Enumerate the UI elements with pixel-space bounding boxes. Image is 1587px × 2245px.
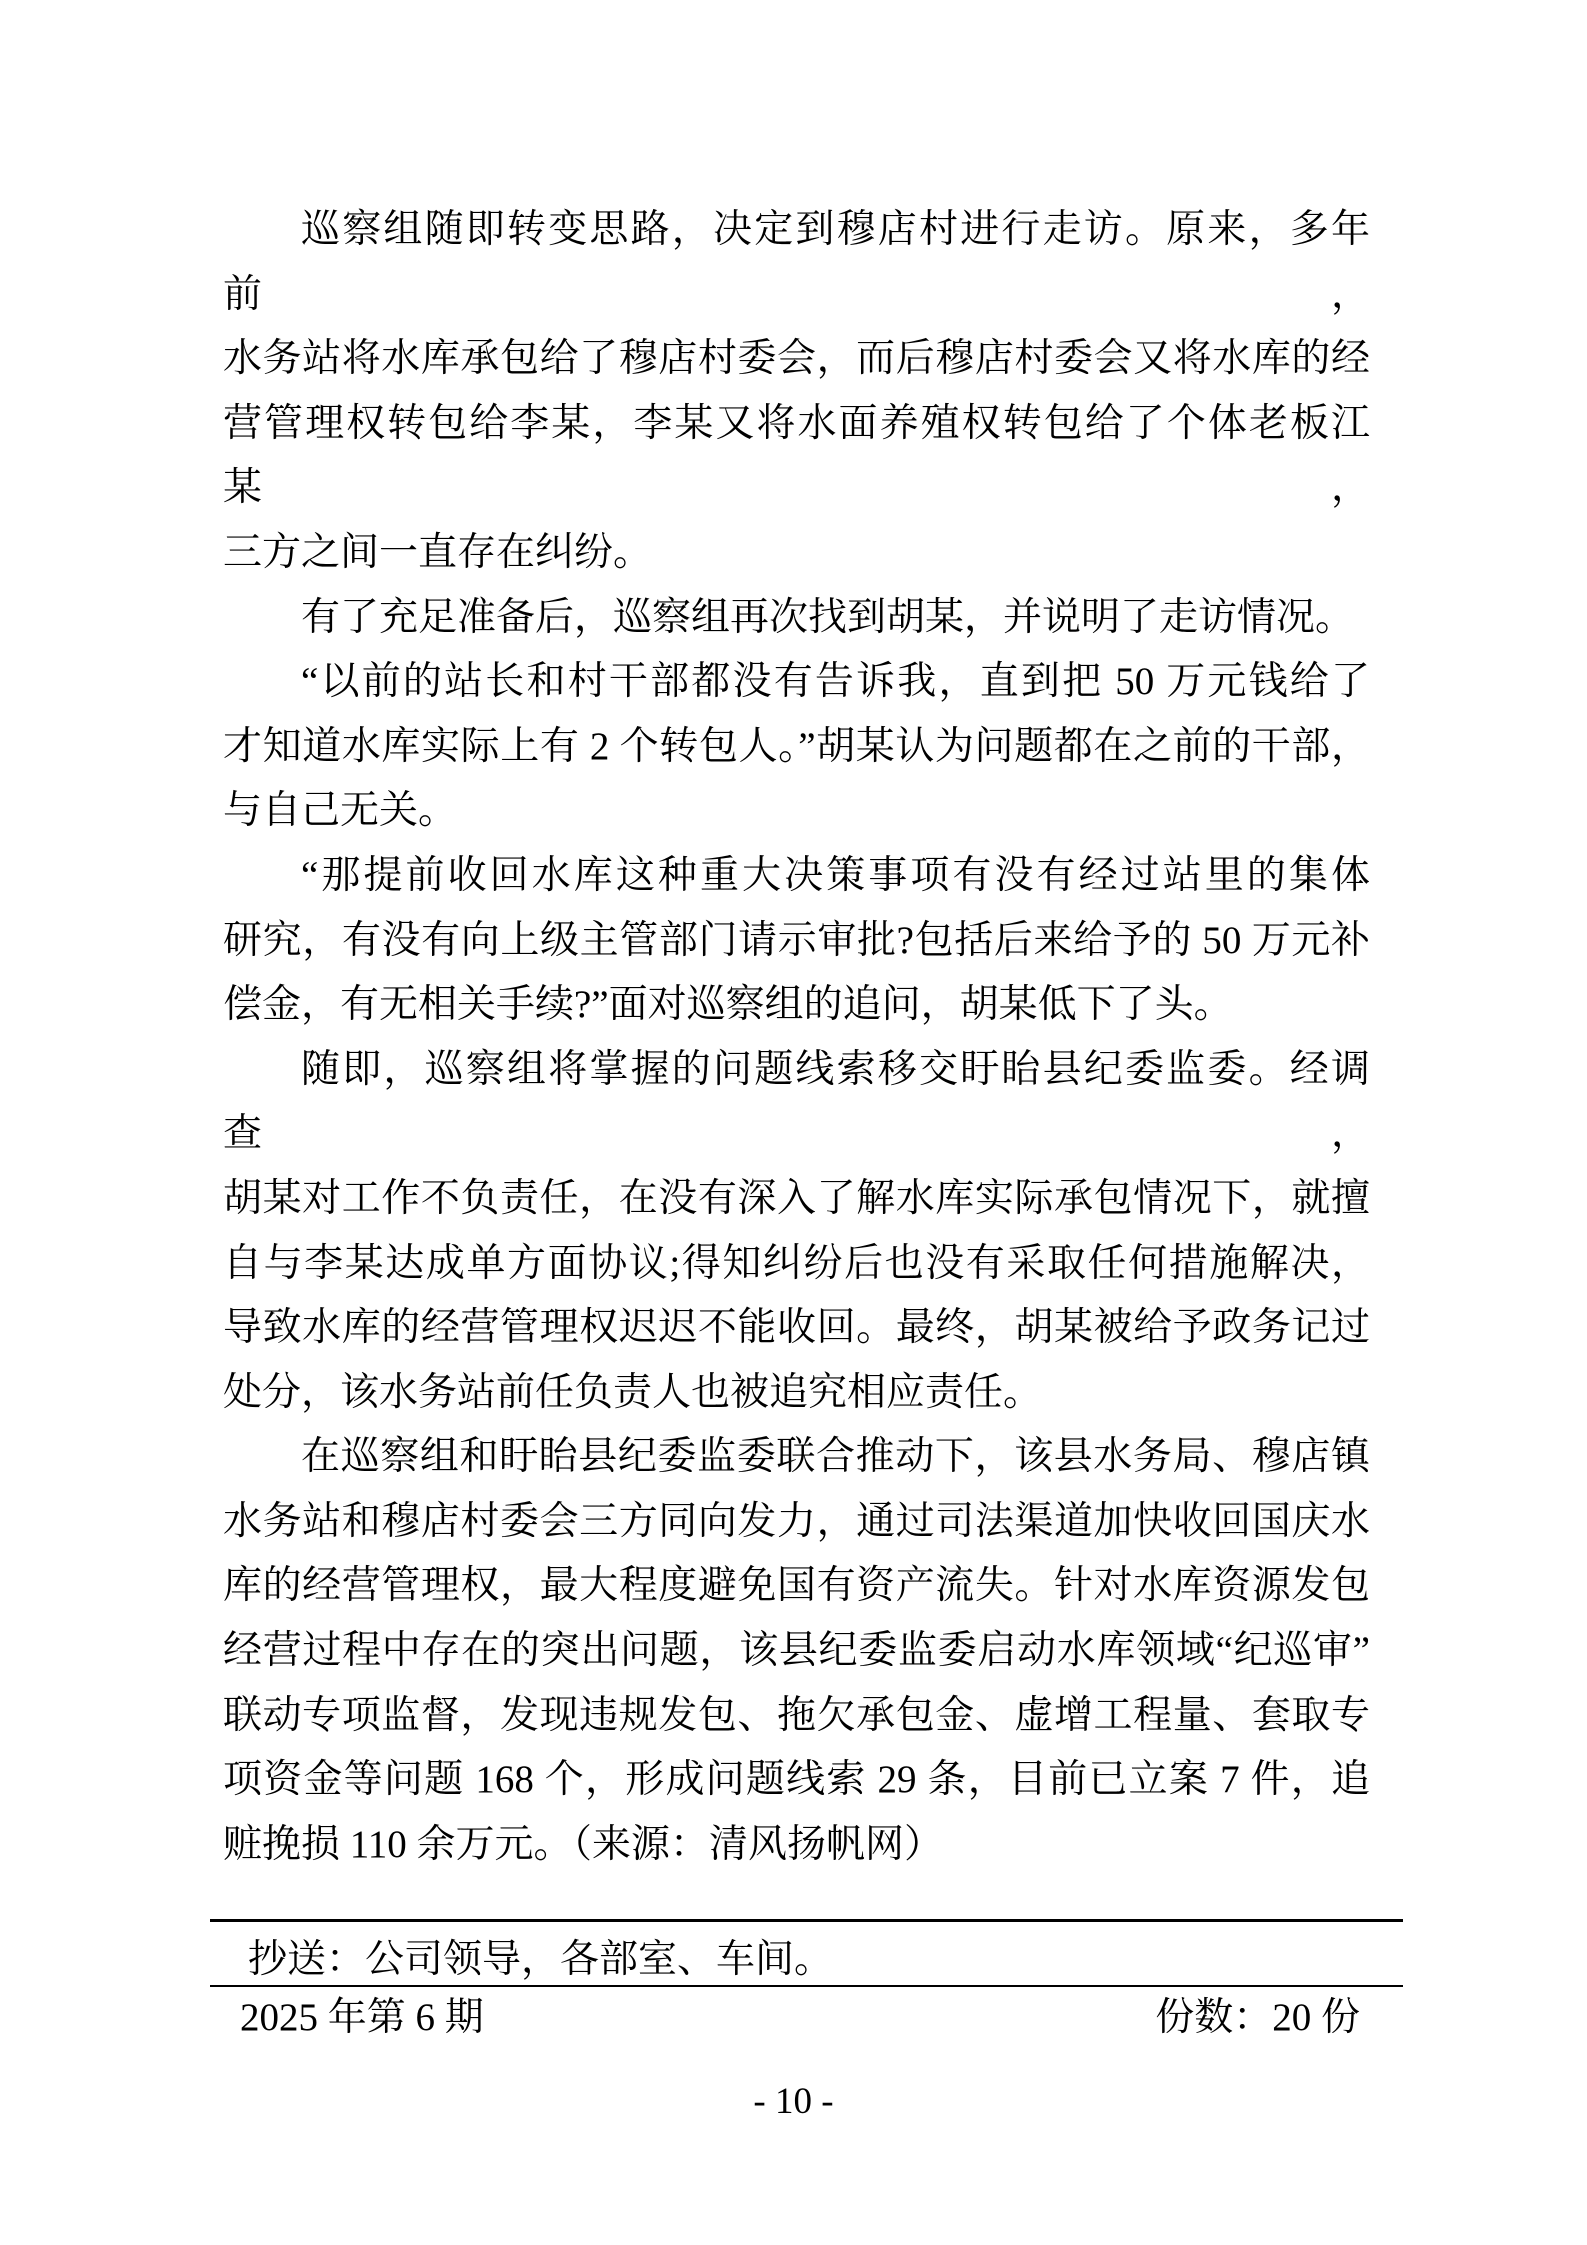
text-line: 水务站和穆店村委会三方同向发力，通过司法渠道加快收回国庆水 xyxy=(223,1499,1370,1543)
text-line: 有了充足准备后，巡察组再次找到胡某，并说明了走访情况。 xyxy=(301,595,1355,639)
text-line: 营管理权转包给李某，李某又将水面养殖权转包给了个体老板江某， xyxy=(223,401,1370,510)
paragraph xyxy=(223,1425,1370,1877)
text-line: 研究，有没有向上级主管部门请示审批?包括后来给予的 50 万元补 xyxy=(223,918,1370,962)
text-line: 才知道水库实际上有 2 个转包人。”胡某认为问题都在之前的干部， xyxy=(223,724,1370,768)
issue-label: 2025 年第 6 期 xyxy=(240,1996,484,2039)
text-line: 三方之间一直存在纠纷。 xyxy=(223,530,653,574)
body-text-block xyxy=(223,198,1370,1877)
text-line: 项资金等问题 168 个，形成问题线索 29 条，目前已立案 7 件，追 xyxy=(223,1758,1370,1802)
page-number: - 10 - xyxy=(753,2081,834,2122)
text-line: 自与李某达成单方面协议;得知纠纷后也没有采取任何措施解决， xyxy=(223,1241,1370,1285)
footer-divider-bottom xyxy=(210,1985,1403,1987)
text-line: 赃挽损 110 余万元。（来源：清风扬帆网） xyxy=(223,1822,944,1866)
text-line: 导致水库的经营管理权迟迟不能收回。最终，胡某被给予政务记过 xyxy=(223,1306,1370,1350)
text-line: 与自己无关。 xyxy=(223,789,458,833)
text-line: 水务站将水库承包给了穆店村委会，而后穆店村委会又将水库的经 xyxy=(223,337,1370,381)
text-line: 随即，巡察组将掌握的问题线索移交盱眙县纪委监委。经调查， xyxy=(223,1047,1370,1156)
paragraph xyxy=(223,844,1370,1038)
footer-divider-top xyxy=(210,1919,1403,1922)
text-line: “以前的站长和村干部都没有告诉我，直到把 50 万元钱给了 xyxy=(301,660,1370,704)
paragraph xyxy=(223,586,1370,651)
paragraph xyxy=(223,650,1370,844)
paragraph xyxy=(223,198,1370,586)
text-line: 胡某对工作不负责任，在没有深入了解水库实际承包情况下，就擅 xyxy=(223,1176,1370,1220)
text-line: “那提前收回水库这种重大决策事项有没有经过站里的集体 xyxy=(301,853,1370,897)
text-line: 经营过程中存在的突出问题，该县纪委监委启动水库领域“纪巡审” xyxy=(223,1629,1370,1673)
paragraph xyxy=(223,1038,1370,1426)
text-line: 在巡察组和盱眙县纪委监委联合推动下，该县水务局、穆店镇 xyxy=(301,1435,1370,1479)
text-line: 处分，该水务站前任负责人也被追究相应责任。 xyxy=(223,1370,1043,1414)
text-line: 库的经营管理权，最大程度避免国有资产流失。针对水库资源发包 xyxy=(223,1564,1370,1608)
text-line: 偿金，有无相关手续?”面对巡察组的追问，胡某低下了头。 xyxy=(223,983,1233,1027)
cc-line: 抄送：公司领导，各部室、车间。 xyxy=(248,1938,834,1981)
text-line: 巡察组随即转变思路，决定到穆店村进行走访。原来，多年前， xyxy=(223,208,1370,316)
copies-label: 份数：20 份 xyxy=(1155,1996,1360,2039)
text-line: 联动专项监督，发现违规发包、拖欠承包金、虚增工程量、套取专 xyxy=(223,1693,1370,1737)
